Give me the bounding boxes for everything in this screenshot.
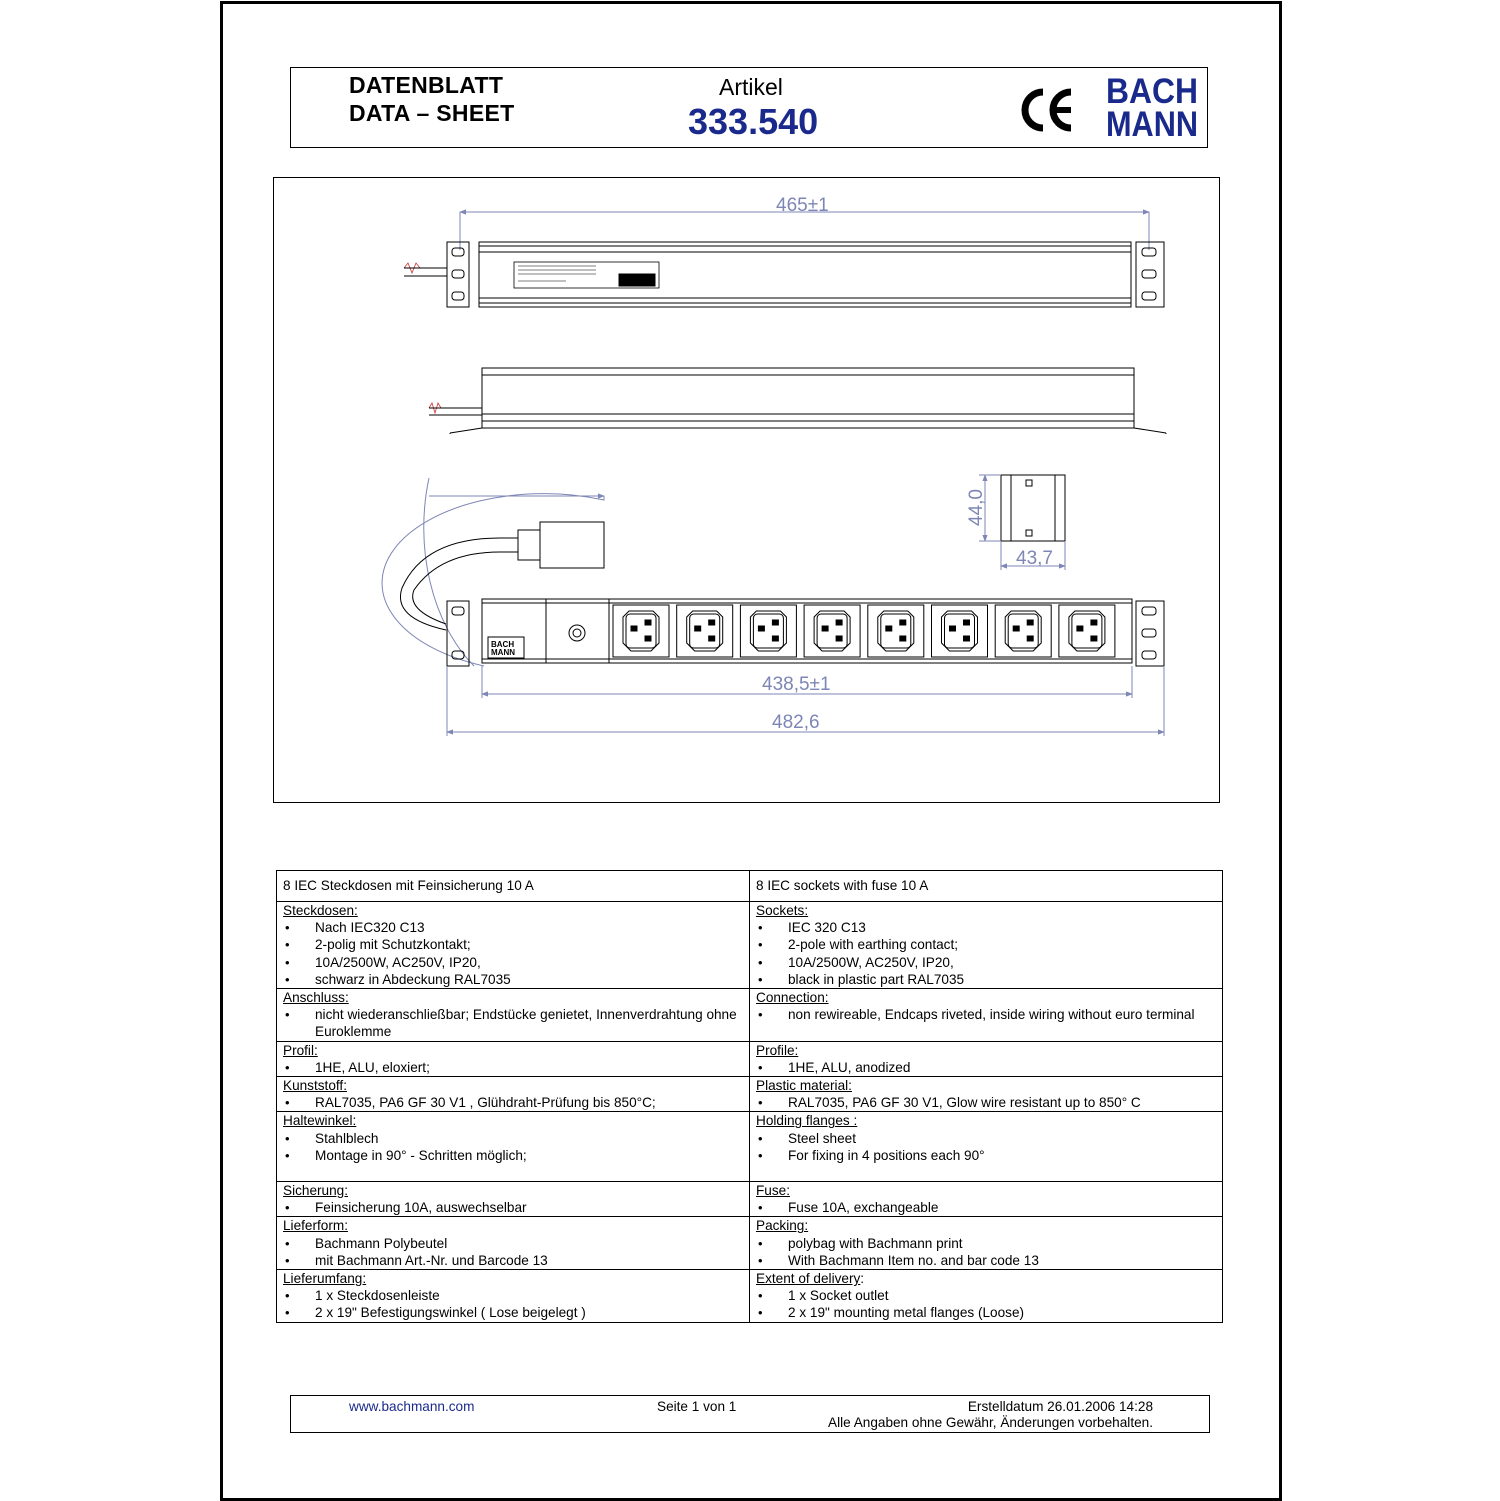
spec-section-title: [756, 902, 1216, 919]
dim-depth: 43,7: [1016, 548, 1053, 569]
spec-cell-german: [277, 1041, 750, 1076]
spec-bullet-item: • 1HE, ALU, eloxiert;: [283, 1059, 743, 1076]
spec-bullet-item: • 2 x 19" mounting metal flanges (Loose): [756, 1304, 1216, 1321]
svg-text:BACH: BACH: [1106, 72, 1198, 111]
spec-bullet-item: • Bachmann Polybeutel: [283, 1235, 743, 1252]
spec-cell-english: [750, 1217, 1223, 1270]
spec-row: [277, 1182, 1223, 1217]
spec-row: [277, 1112, 1223, 1182]
svg-text:MANN: MANN: [1106, 105, 1198, 144]
svg-text:BACH: BACH: [491, 640, 515, 649]
spec-bullet-item: • 10A/2500W, AC250V, IP20,: [283, 954, 743, 971]
spec-bullet-item: • Fuse 10A, exchangeable: [756, 1199, 1216, 1216]
spec-section-title: [283, 1217, 743, 1234]
spec-section-title-text: Connection:: [756, 990, 829, 1006]
spec-bullet-list: [283, 1059, 743, 1076]
ce-mark-icon: [1019, 82, 1075, 138]
spec-bullet-item: • Nach IEC320 C13: [283, 919, 743, 936]
spec-section-title: [756, 1217, 1216, 1234]
spec-cell-english: [750, 1041, 1223, 1076]
spec-cell-german: [277, 1182, 750, 1217]
spec-section-title: [756, 1042, 1216, 1059]
top-view: [404, 212, 1164, 307]
spec-bullet-item: • nicht wiederanschließbar; Endstücke genietet, Innenverdrahtung ohne Euroklemme: [283, 1006, 743, 1040]
technical-drawing: [273, 177, 1220, 803]
spec-bullet-list: [283, 1130, 743, 1164]
spec-bullet-list: [283, 1199, 743, 1216]
spec-bullet-item: • Steel sheet: [756, 1130, 1216, 1147]
spec-cell-german: [277, 1112, 750, 1182]
spec-section-title-text: Anschluss:: [283, 990, 349, 1006]
spec-bullet-item: • mit Bachmann Art.-Nr. und Barcode 13: [283, 1252, 743, 1269]
spec-section-title-suffix: :: [860, 1271, 865, 1287]
spec-bullet-list: [283, 1006, 743, 1040]
spec-section-title: [283, 1270, 743, 1287]
spec-cell-english: [750, 1182, 1223, 1217]
front-label-logo: [491, 640, 515, 657]
spec-bullet-item: • RAL7035, PA6 GF 30 V1, Glow wire resistant up to 850° C: [756, 1094, 1216, 1111]
spec-section-title-text: Haltewinkel:: [283, 1113, 357, 1129]
page-indicator: Seite 1 von 1: [657, 1399, 737, 1414]
spec-bullet-list: [756, 919, 1216, 988]
spec-bullet-list: [756, 1199, 1216, 1216]
spec-section-title: [756, 989, 1216, 1006]
spec-cell-english: [750, 902, 1223, 989]
spec-heading: 8 IEC Steckdosen mit Feinsicherung 10 A: [283, 878, 534, 894]
side-view: [429, 368, 1166, 434]
spec-row: [277, 989, 1223, 1042]
dim-body-length: 438,5±1: [762, 674, 831, 695]
spec-bullet-item: • For fixing in 4 positions each 90°: [756, 1147, 1216, 1164]
iec-socket-icon: [868, 605, 924, 657]
spec-section-title: [283, 1182, 743, 1199]
spec-bullet-item: • With Bachmann Item no. and bar code 13: [756, 1252, 1216, 1269]
spec-bullet-item: • black in plastic part RAL7035: [756, 971, 1216, 988]
spec-bullet-list: [756, 1287, 1216, 1321]
spec-bullet-item: • 10A/2500W, AC250V, IP20,: [756, 954, 1216, 971]
iec-socket-icon: [613, 605, 669, 657]
spec-section-title-text: Extent of delivery: [756, 1271, 861, 1287]
spec-section-title: [283, 1112, 743, 1129]
spec-cell-english: [750, 871, 1223, 902]
spec-section-title-text: Kunststoff:: [283, 1078, 347, 1094]
socket-group: [613, 605, 1115, 657]
spec-bullet-item: • 2-polig mit Schutzkontakt;: [283, 936, 743, 953]
spec-bullet-list: [756, 1059, 1216, 1076]
spec-cell-english: [750, 1270, 1223, 1323]
iec-socket-icon: [740, 605, 796, 657]
spec-section-title: [283, 1042, 743, 1059]
spec-section-title-text: Sicherung:: [283, 1183, 348, 1199]
spec-cell-english: [750, 989, 1223, 1042]
spec-section-title-text: Sockets:: [756, 903, 809, 918]
spec-section-title-text: Steckdosen:: [283, 903, 358, 918]
spec-row: [277, 871, 1223, 902]
spec-bullet-item: • IEC 320 C13: [756, 919, 1216, 936]
spec-bullet-item: • 1 x Steckdosenleiste: [283, 1287, 743, 1304]
iec-socket-icon: [804, 605, 860, 657]
iec-socket-icon: [1059, 605, 1115, 657]
spec-bullet-list: [756, 1130, 1216, 1164]
dim-height: 44,0: [966, 489, 987, 526]
spec-bullet-item: • Feinsicherung 10A, auswechselbar: [283, 1199, 743, 1216]
spec-section-title: [283, 1077, 743, 1094]
spec-row: [277, 1077, 1223, 1112]
spec-cell-german: [277, 1077, 750, 1112]
spec-cell-english: [750, 1112, 1223, 1182]
website-link[interactable]: www.bachmann.com: [349, 1399, 475, 1414]
spec-section-title: [756, 1077, 1216, 1094]
spec-section-title-text: Holding flanges :: [756, 1113, 858, 1129]
title-german: DATENBLATT: [349, 72, 504, 98]
document-header: [290, 67, 1208, 148]
spec-bullet-item: • 2 x 19" Befestigungswinkel ( Lose beigelegt ): [283, 1304, 743, 1321]
spec-bullet-list: [283, 919, 743, 988]
spec-bullet-list: [283, 1094, 743, 1111]
dim-total-length: 482,6: [772, 712, 820, 733]
spec-row: [277, 1270, 1223, 1323]
spec-section-title-text: Profil:: [283, 1042, 318, 1058]
spec-bullet-item: • Montage in 90° - Schritten möglich;: [283, 1147, 743, 1164]
spec-bullet-item: • RAL7035, PA6 GF 30 V1 , Glühdraht-Prüfung bis 850°C;: [283, 1094, 743, 1111]
spec-cell-german: [277, 1270, 750, 1323]
spec-section-title: [756, 1112, 1216, 1129]
spec-cell-german: [277, 871, 750, 902]
spec-section-title: [756, 1182, 1216, 1199]
drawing-canvas: [274, 178, 1221, 804]
document-footer: [290, 1395, 1210, 1433]
spec-bullet-item: • 1HE, ALU, anodized: [756, 1059, 1216, 1076]
spec-bullet-item: • 2-pole with earthing contact;: [756, 936, 1216, 953]
spec-bullet-item: • schwarz in Abdeckung RAL7035: [283, 971, 743, 988]
bachmann-logo: [1104, 71, 1200, 144]
spec-section-title-text: Profile:: [756, 1042, 799, 1058]
specification-table: [276, 870, 1223, 1323]
spec-cell-german: [277, 1217, 750, 1270]
spec-cell-german: [277, 902, 750, 989]
spec-section-title-text: Fuse:: [756, 1183, 790, 1199]
iec-socket-icon: [677, 605, 733, 657]
spec-bullet-item: • 1 x Socket outlet: [756, 1287, 1216, 1304]
spec-bullet-list: [756, 1235, 1216, 1269]
spec-bullet-list: [756, 1094, 1216, 1111]
creation-date: Erstelldatum 26.01.2006 14:28: [967, 1399, 1153, 1414]
spec-section-title: [283, 902, 743, 919]
spec-row: [277, 1041, 1223, 1076]
front-view: [447, 599, 1164, 666]
iec-socket-icon: [995, 605, 1051, 657]
article-number: 333.540: [688, 101, 819, 142]
spec-section-title: [283, 989, 743, 1006]
spec-bullet-list: [283, 1235, 743, 1269]
spec-section-title-text: Lieferform:: [283, 1218, 348, 1234]
spec-heading: 8 IEC sockets with fuse 10 A: [756, 878, 929, 894]
spec-section-title: [756, 1270, 1216, 1287]
spec-bullet-item: • polybag with Bachmann print: [756, 1235, 1216, 1252]
title-english: DATA – SHEET: [349, 100, 515, 126]
spec-cell-german: [277, 989, 750, 1042]
svg-text:MANN: MANN: [491, 648, 515, 657]
article-label: Artikel: [719, 74, 783, 100]
spec-bullet-item: • Stahlblech: [283, 1130, 743, 1147]
spec-section-title-text: Plastic material:: [756, 1078, 852, 1094]
iec-socket-icon: [932, 605, 988, 657]
dim-top-width: 465±1: [776, 195, 829, 216]
spec-row: [277, 902, 1223, 989]
disclaimer: Alle Angaben ohne Gewähr, Änderungen vorbehalten.: [828, 1415, 1153, 1430]
spec-cell-english: [750, 1077, 1223, 1112]
spec-section-title-text: Packing:: [756, 1218, 809, 1234]
spec-bullet-item: • non rewireable, Endcaps riveted, inside wiring without euro terminal: [756, 1006, 1216, 1023]
spec-bullet-list: [283, 1287, 743, 1321]
spec-section-title-text: Lieferumfang:: [283, 1271, 367, 1287]
spec-bullet-list: [756, 1006, 1216, 1023]
spec-row: [277, 1217, 1223, 1270]
